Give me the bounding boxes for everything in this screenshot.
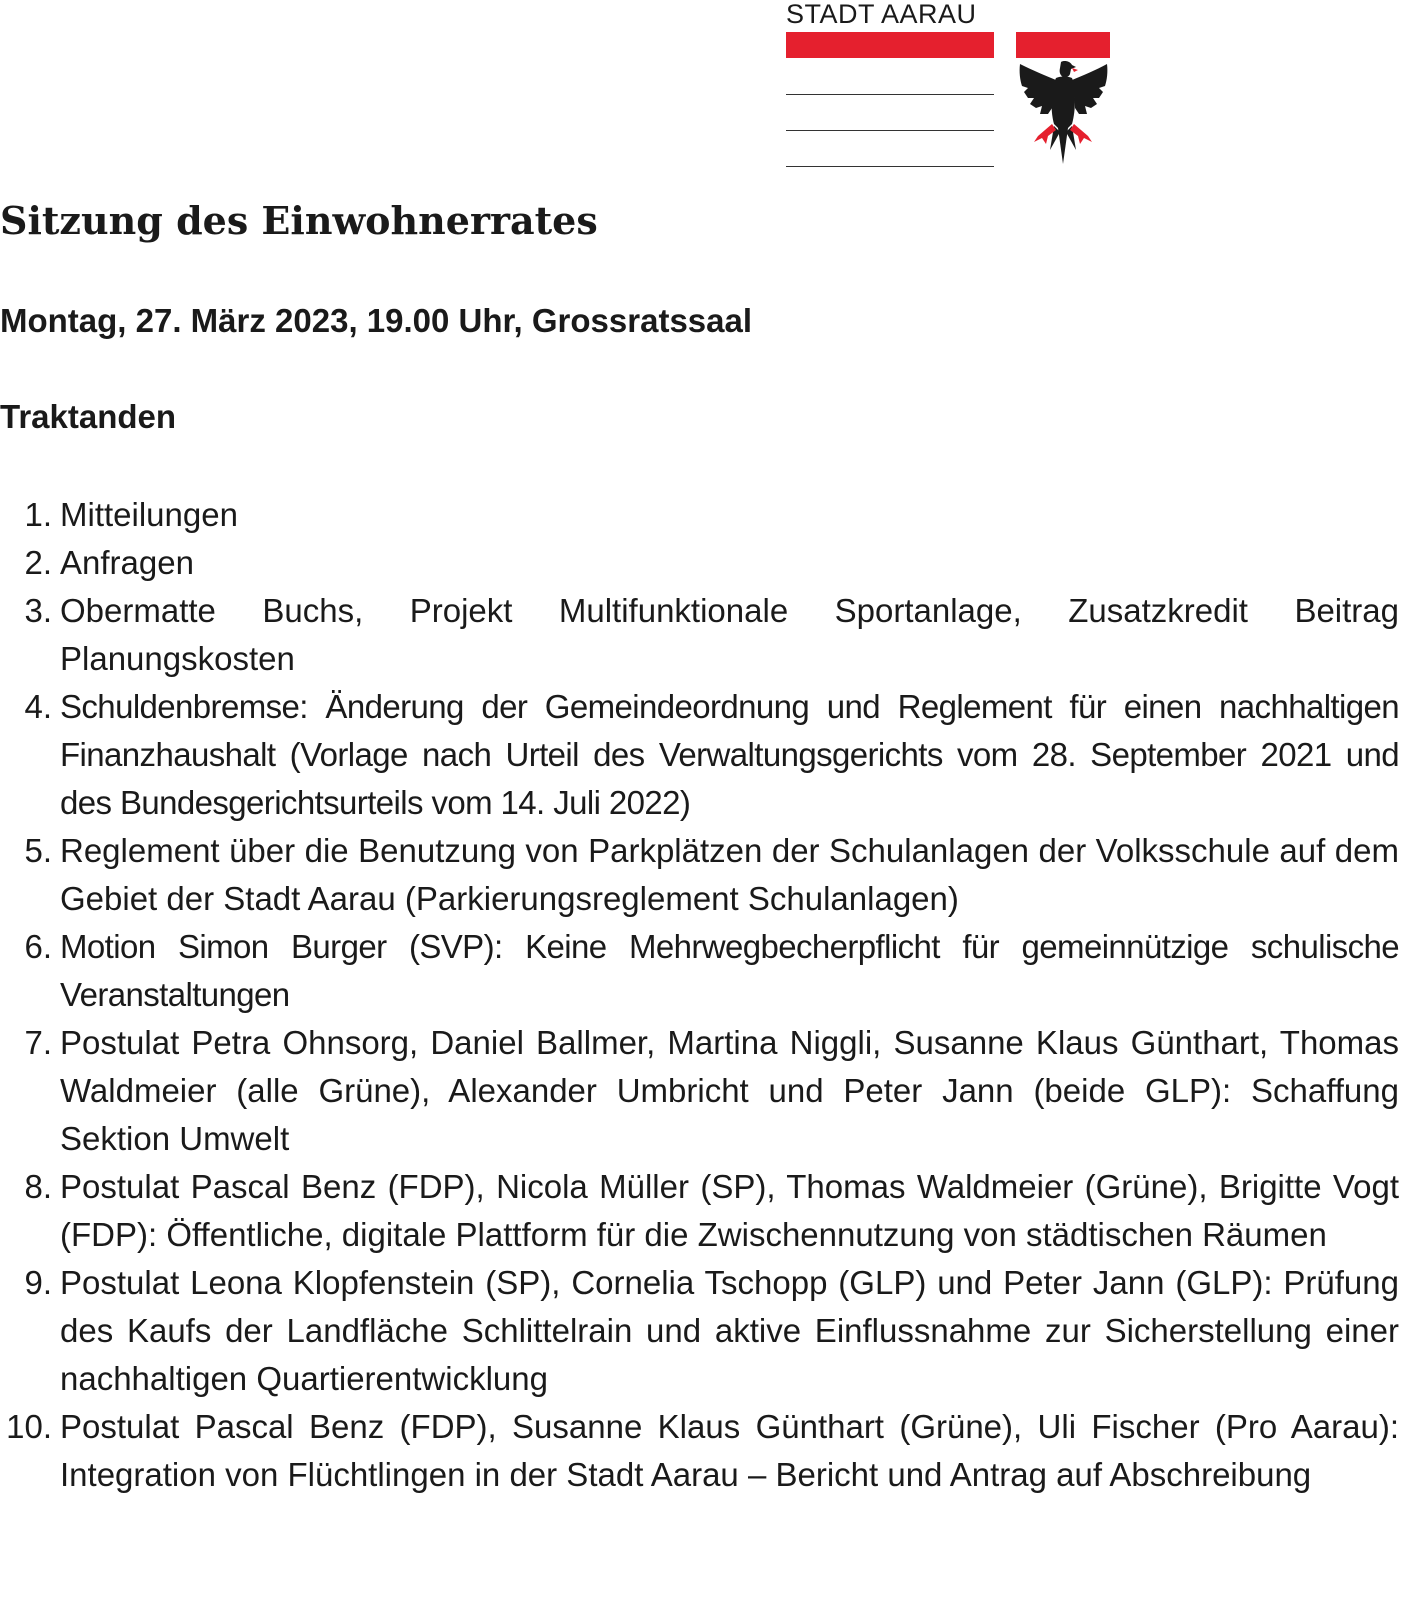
agenda-list xyxy=(0,491,1409,1499)
agenda-item-number: 3. xyxy=(24,592,52,629)
agenda-item-text: Postulat Pascal Benz (FDP), Nicola Müller (SP), Thomas Waldmeier (Grüne), Brigitte Vogt (FDP): Öffentliche, digitale Plattform für die Zwischennutzung von städtischen Räumen xyxy=(60,1168,1399,1253)
agenda-item xyxy=(0,587,1409,683)
agenda-item-text: Postulat Petra Ohnsorg, Daniel Ballmer, Martina Niggli, Susanne Klaus Günthart, Thomas Waldmeier (alle Grüne), Alexander Umbricht und Peter Jann (beide GLP): Schaffung Sektion Umwelt xyxy=(60,1024,1399,1157)
logo-line xyxy=(786,166,994,167)
agenda-item-number: 9. xyxy=(24,1264,52,1301)
agenda-item-number: 2. xyxy=(24,544,52,581)
agenda-item-number: 7. xyxy=(24,1024,52,1061)
agenda-item-text: Motion Simon Burger (SVP): Keine Mehrwegbecherpflicht für gemeinnützige schulische Veranstaltungen xyxy=(60,928,1399,1013)
agenda-item xyxy=(0,827,1409,923)
agenda-item xyxy=(0,683,1409,827)
agenda-item xyxy=(0,1259,1409,1403)
logo-red-bar xyxy=(786,32,994,58)
agenda-item-text: Obermatte Buchs, Projekt Multifunktionale Sportanlage, Zusatzkredit Beitrag Planungskosten xyxy=(60,592,1399,677)
agenda-item-number: 8. xyxy=(24,1168,52,1205)
agenda-item-text: Reglement über die Benutzung von Parkplätzen der Schulanlagen der Volksschule auf dem Gebiet der Stadt Aarau (Parkierungsreglement Schulanlagen) xyxy=(60,832,1399,917)
agenda-item xyxy=(0,923,1409,1019)
agenda-item-text: Anfragen xyxy=(60,544,194,581)
agenda-item-number: 4. xyxy=(24,688,52,725)
agenda-item-text: Schuldenbremse: Änderung der Gemeindeordnung und Reglement für einen nachhaltigen Finanzhaushalt (Vorlage nach Urteil des Verwaltungsgerichts vom 28. September 2021 und des Bundesgerichtsurteils vom 14. Juli 2022) xyxy=(60,688,1399,821)
section-heading: Traktanden xyxy=(0,398,177,435)
agenda-item xyxy=(0,1019,1409,1163)
agenda-item xyxy=(0,1163,1409,1259)
logo-text: STADT AARAU xyxy=(786,0,977,29)
agenda-item xyxy=(0,1403,1409,1499)
logo-line xyxy=(786,130,994,131)
agenda-item xyxy=(0,539,1409,587)
agenda-item-text: Mitteilungen xyxy=(60,496,238,533)
agenda-item xyxy=(0,491,1409,539)
eagle-crest-icon xyxy=(1016,32,1110,166)
agenda-item-number: 5. xyxy=(24,832,52,869)
logo-line xyxy=(786,94,994,95)
page-title: Sitzung des Einwohnerrates xyxy=(0,198,598,243)
agenda-item-number: 6. xyxy=(24,928,52,965)
agenda-item-number: 10. xyxy=(6,1408,52,1445)
agenda-item-text: Postulat Leona Klopfenstein (SP), Cornelia Tschopp (GLP) und Peter Jann (GLP): Prüfung des Kaufs der Landfläche Schlittelrain und aktive Einflussnahme zur Sicherstellung einer nachhaltigen Quartierentwicklung xyxy=(60,1264,1399,1397)
agenda-item-number: 1. xyxy=(24,496,52,533)
agenda-item-text: Postulat Pascal Benz (FDP), Susanne Klaus Günthart (Grüne), Uli Fischer (Pro Aarau): Integration von Flüchtlingen in der Stadt Aarau – Bericht und Antrag auf Abschreibung xyxy=(60,1408,1399,1493)
meeting-date-line: Montag, 27. März 2023, 19.00 Uhr, Grossratssaal xyxy=(0,302,753,339)
stadt-aarau-logo xyxy=(786,0,1116,170)
